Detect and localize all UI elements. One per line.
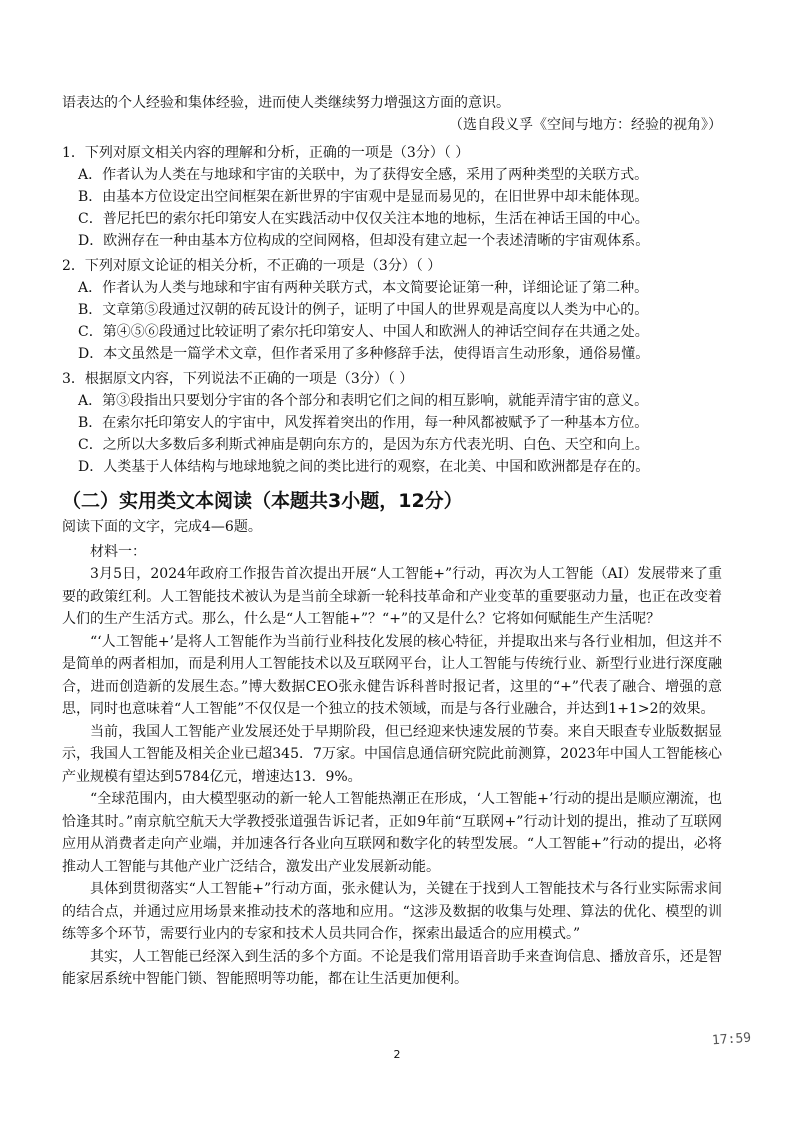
paragraph: “全球范围内，由大模型驱动的新一轮人工智能热潮正在形成，‘人工智能+’行动的提出是顺应潮流，也恰逢其时。”南京航空航天大学教授张道强告诉记者，正如9年前“互联网+”行动计划的提出，推动了互联网应用从消费者走向产业端，并加速各行各业向互联网和数字化的转型发展。“人工智能+”行动的提出，必将推动人工智能与其他产业广泛结合，激发出产业发展新动能。: [62, 791, 722, 875]
option-c: C．第④⑤⑥段通过比较证明了索尔托印第安人、中国人和欧洲人的神话空间存在共通之处。: [78, 324, 649, 340]
handwritten-note: 17:59: [711, 1030, 752, 1049]
question-stem: 1．下列对原文相关内容的理解和分析，正确的一项是（3分）（ ）: [62, 145, 470, 161]
source-citation: （选自段义孚《空间与地方：经验的视角》）: [449, 117, 722, 133]
option-a: A．作者认为人类在与地球和宇宙的关联中，为了获得安全感，采用了两种类型的关联方式。: [78, 167, 649, 183]
exam-page: [62, 92, 722, 991]
section-title: （二）实用类文本阅读（本题共3小题，12分）: [62, 490, 463, 512]
question-2: [62, 255, 722, 365]
intro-tail: 语表达的个人经验和集体经验，进而使人类继续努力增强这方面的意识。: [62, 95, 510, 111]
option-b: B．在索尔托印第安人的宇宙中，风发挥着突出的作用，每一种风都被赋予了一种基本方位。: [78, 415, 649, 431]
reading-passage: [62, 516, 722, 991]
option-d: D．本文虽然是一篇学术文章，但作者采用了多种修辞手法，使得语言生动形象，通俗易懂。: [78, 346, 650, 362]
question-1: [62, 142, 722, 252]
option-b: B．文章第⑤段通过汉朝的砖瓦设计的例子，证明了中国人的世界观是高度以人类为中心的。: [78, 302, 649, 318]
option-d: D．欧洲存在一种由基本方位构成的空间网格，但却没有建立起一个表述清晰的宇宙观体系。: [78, 233, 650, 249]
paragraph: “‘人工智能+’是将人工智能作为当前行业科技化发展的核心特征，并提取出来与各行业相加，但这并不是简单的两者相加，而是利用人工智能技术以及互联网平台，让人工智能与传统行业、新型行业进行深度融合，进而创造新的发展生态。”博大数据CEO张永健告诉科普时报记者，这里的“+”代表了融合、增强的意思，同时也意味着“人工智能”不仅仅是一个独立的技术领域，而是与各行业融合，并达到1+1>2的效果。: [62, 633, 722, 717]
paragraph: 具体到贯彻落实“人工智能+”行动方面，张永健认为，关键在于找到人工智能技术与各行业实际需求间的结合点，并通过应用场景来推动技术的落地和应用。“这涉及数据的收集与处理、算法的优化、模型的训练等多个环节，需要行业内的专家和技术人员共同合作，探索出最适合的应用模式。”: [62, 881, 722, 942]
question-stem: 3．根据原文内容，下列说法不正确的一项是（3分）（ ）: [62, 371, 414, 387]
option-d: D．人类基于人体结构与地球地貌之间的类比进行的观察，在北美、中国和欧洲都是存在的。: [78, 459, 650, 475]
option-c: C．之所以大多数后多利斯式神庙是朝向东方的，是因为东方代表光明、白色、天空和向上。: [78, 437, 649, 453]
option-c: C．普尼托巴的索尔托印第安人在实践活动中仅仅关注本地的地标，生活在神话王国的中心。: [78, 211, 649, 227]
material-label: 材料一：: [90, 543, 146, 560]
option-a: A．作者认为人类与地球和宇宙有两种关联方式，本文简要论证第一种，详细论证了第二种。: [78, 280, 649, 296]
page-number: 2: [393, 1048, 401, 1061]
option-b: B．由基本方位设定出空间框架在新世界的宇宙观中是显而易见的，在旧世界中却未能体现。: [78, 189, 649, 205]
option-a: A．第③段指出只要划分宇宙的各个部分和表明它们之间的相互影响，就能弄清宇宙的意义。: [78, 393, 649, 409]
paragraph: 当前，我国人工智能产业发展还处于早期阶段，但已经迎来快速发展的节奏。来自天眼查专业版数据显示，我国人工智能及相关企业已超345．7万家。中国信息通信研究院此前测算，2023年中国人工智能核心产业规模有望达到5784亿元，增速达13．9%。: [62, 723, 722, 785]
paragraph: 其实，人工智能已经深入到生活的多个方面。不论是我们常用语音助手来查询信息、播放音乐，还是智能家居系统中智能门锁、智能照明等功能，都在让生活更加便利。: [62, 948, 722, 987]
question-stem: 2．下列对原文论证的相关分析，不正确的一项是（3分）（ ）: [62, 258, 442, 274]
question-3: [62, 368, 722, 478]
instruction: 阅读下面的文字，完成4—6题。: [62, 519, 262, 535]
paragraph: 3月5日，2024年政府工作报告首次提出开展“人工智能+”行动，再次为人工智能（AI）发展带来了重要的政策红利。人工智能技术被认为是当前全球新一轮科技革命和产业变革的重要驱动力量，也正在改变着人们的生产生活方式。那么，什么是“人工智能+”？“+”的又是什么？它将如何赋能生产生活呢？: [62, 566, 722, 627]
